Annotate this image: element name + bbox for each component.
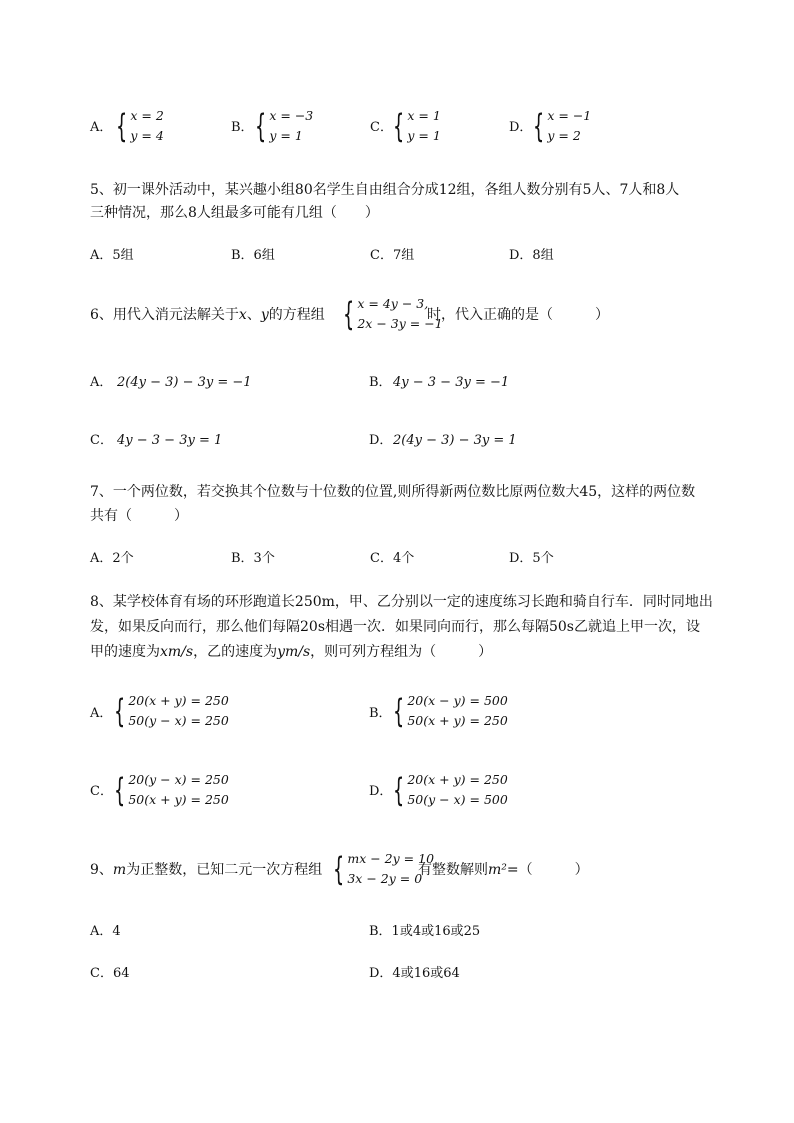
question-text: =（ ） xyxy=(506,862,589,878)
question-text-line xyxy=(90,642,492,662)
option-label: B． xyxy=(369,375,392,390)
option-label: C． xyxy=(90,784,113,799)
question-text-line xyxy=(90,860,322,880)
brace-icon: { xyxy=(393,107,405,145)
equation-line: y = 1 xyxy=(407,128,441,143)
option-label: A． xyxy=(90,706,113,721)
option-label: D． xyxy=(509,120,533,135)
brace-icon: { xyxy=(393,692,405,730)
option-expression: 4y − 3 − 3y = −1 xyxy=(393,375,510,390)
brace-icon: { xyxy=(343,295,355,333)
equation-system xyxy=(393,106,441,146)
equation-line: x = 4y − 3, xyxy=(357,296,429,311)
brace-icon: { xyxy=(333,850,345,888)
brace-icon: { xyxy=(533,107,545,145)
question-text: 有整数解则 xyxy=(418,862,488,878)
equation-line: 50(y − x) = 250 xyxy=(128,713,229,728)
option-b[interactable]: B．1或4或16或25 xyxy=(369,924,481,939)
question-text: 6、用代入消元法解关于 xyxy=(90,307,239,323)
variable-x: x xyxy=(238,307,247,323)
equation-line: 3x − 2y = 0 xyxy=(347,871,423,886)
question-text-line xyxy=(90,305,325,325)
equation-line: y = 1 xyxy=(269,128,303,143)
equation-line: x = −3 xyxy=(269,108,314,123)
equation-system xyxy=(114,770,229,810)
brace-icon: { xyxy=(114,771,126,809)
question-text: ，则可列方程组为（ ） xyxy=(310,644,493,660)
option-b[interactable]: B．6组 xyxy=(231,248,275,263)
equation-system xyxy=(393,770,508,810)
question-text-line xyxy=(418,860,589,880)
option-expression: 4y − 3 − 3y = 1 xyxy=(117,433,223,448)
option-expression: 2(4y − 3) − 3y = −1 xyxy=(117,375,252,390)
option-d[interactable]: D．4或16或64 xyxy=(369,966,460,981)
question-text: 的方程组 xyxy=(268,307,325,323)
question-text-line: 5、初一课外活动中，某兴趣小组80名学生自由组合分成12组，各组人数分别有5人、7人和8人 xyxy=(90,182,680,198)
equation-line: y = 2 xyxy=(547,128,581,143)
equation-line: 20(x + y) = 250 xyxy=(407,772,508,787)
variable-y: y xyxy=(260,307,269,323)
option-label: C． xyxy=(90,433,113,448)
question-text: 为正整数，已知二元一次方程组 xyxy=(126,862,323,878)
option-label: A． xyxy=(90,120,113,135)
brace-icon: { xyxy=(393,771,405,809)
equation-system xyxy=(393,691,508,731)
equation-line: y = 4 xyxy=(130,128,164,143)
option-d[interactable]: D．8组 xyxy=(509,248,554,263)
option-a[interactable]: A．2个 xyxy=(90,551,134,566)
question-number: 9、 xyxy=(90,862,113,878)
option-label: D． xyxy=(369,433,393,448)
option-a[interactable]: A．4 xyxy=(90,924,121,939)
expression-m-squared: m² xyxy=(488,862,507,878)
question-text: 甲的速度为 xyxy=(90,644,160,660)
brace-icon: { xyxy=(255,107,267,145)
equation-line: x = 1 xyxy=(407,108,441,123)
question-text: ，乙的速度为 xyxy=(193,644,278,660)
question-text-line: 发，如果反向而行，那么他们每隔20s相遇一次．如果同向而行，那么每隔50s乙就追上甲一次，设 xyxy=(90,619,700,635)
unit-x: xm/s xyxy=(160,644,194,660)
equation-line: 20(y − x) = 250 xyxy=(128,772,229,787)
equation-system xyxy=(533,106,591,146)
equation-line: x = −1 xyxy=(547,108,592,123)
equation-line: x = 2 xyxy=(130,108,164,123)
equation-line: 2x − 3y = −1 xyxy=(357,316,443,331)
option-label: D． xyxy=(369,784,393,799)
option-label: C． xyxy=(370,120,393,135)
brace-icon: { xyxy=(114,692,126,730)
option-label: B． xyxy=(369,706,392,721)
equation-system xyxy=(116,106,164,146)
equation-line: 50(x + y) = 250 xyxy=(128,792,229,807)
equation-line: 20(x + y) = 250 xyxy=(128,693,229,708)
option-a[interactable]: A．5组 xyxy=(90,248,134,263)
equation-line: 50(y − x) = 500 xyxy=(407,792,508,807)
question-text-line: 7、一个两位数，若交换其个位数与十位数的位置,则所得新两位数比原两位数大45，这样的两位数 xyxy=(90,484,696,500)
option-label: A． xyxy=(90,375,113,390)
question-text: 时，代入正确的是（ ） xyxy=(427,307,609,323)
brace-icon: { xyxy=(116,107,128,145)
option-b[interactable]: B．3个 xyxy=(231,551,275,566)
question-text-line: 共有（ ） xyxy=(90,508,188,524)
equation-system xyxy=(114,691,229,731)
separator: 、 xyxy=(246,307,261,323)
equation-line: mx − 2y = 10 xyxy=(347,851,435,866)
option-d[interactable]: D．5个 xyxy=(509,551,554,566)
equation-line: 50(x + y) = 250 xyxy=(407,713,508,728)
variable-m: m xyxy=(112,862,127,878)
question-text-line: 8、某学校体育有场的环形跑道长250m，甲、乙分别以一定的速度练习长跑和骑自行车．同时同地出 xyxy=(90,594,713,610)
equation-line: 20(x − y) = 500 xyxy=(407,693,508,708)
option-c[interactable]: C．4个 xyxy=(370,551,415,566)
option-c[interactable]: C．7组 xyxy=(370,248,415,263)
question-text-line: 三种情况，那么8人组最多可能有几组（ ） xyxy=(90,205,379,221)
unit-y: ym/s xyxy=(277,644,311,660)
option-c[interactable]: C．64 xyxy=(90,966,130,981)
option-expression: 2(4y − 3) − 3y = 1 xyxy=(393,433,517,448)
equation-system xyxy=(255,106,313,146)
option-label: B． xyxy=(231,120,254,135)
